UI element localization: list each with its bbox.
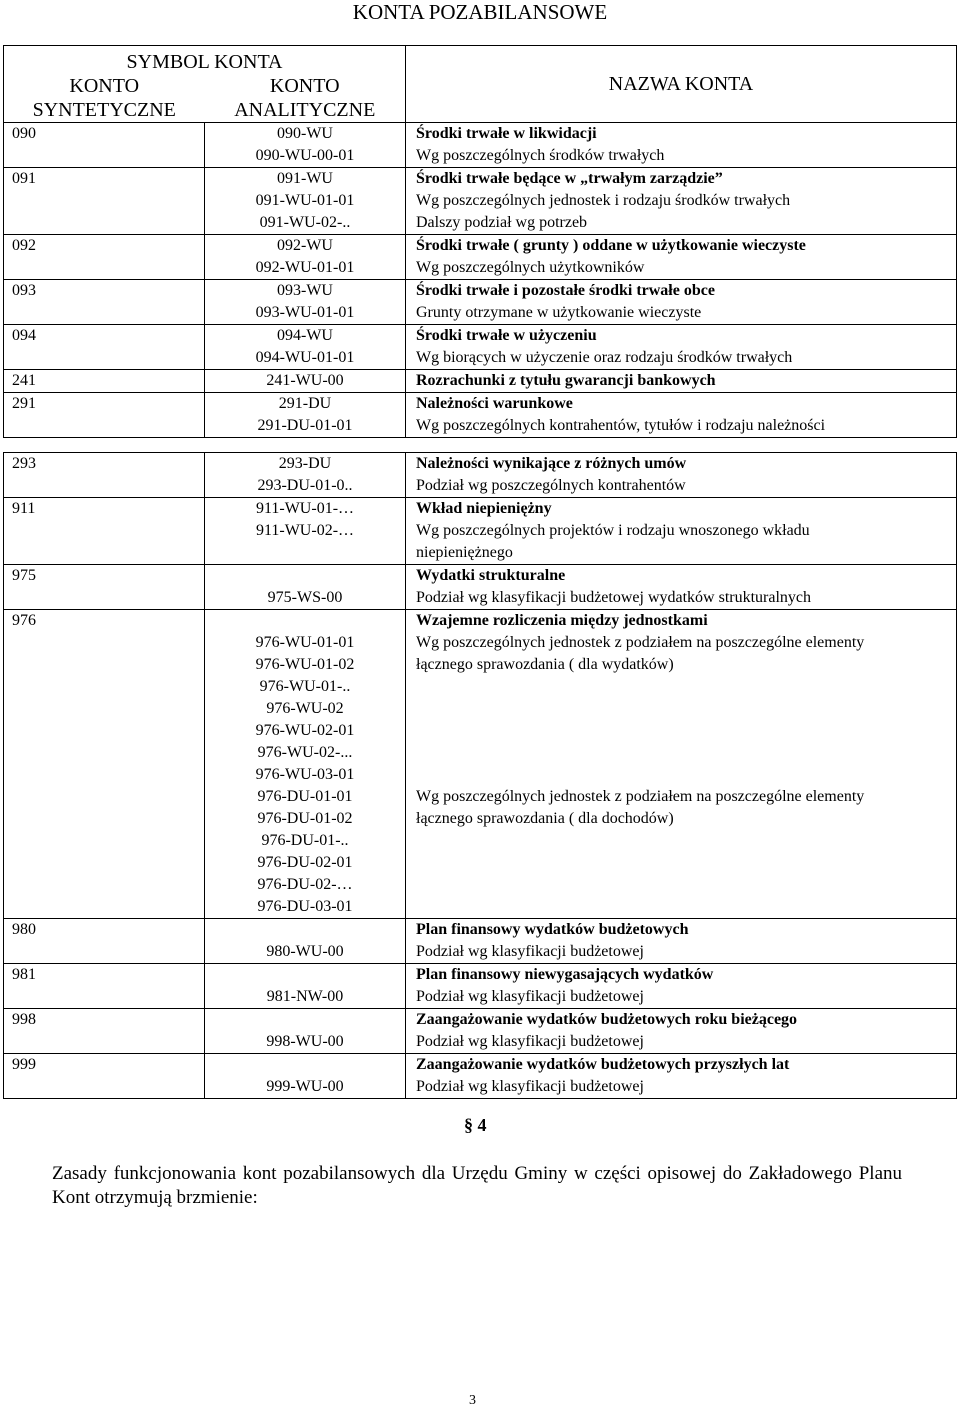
analytic-code: 291-DU xyxy=(278,395,332,412)
analytic-code xyxy=(205,1054,405,1076)
page-number: 3 xyxy=(469,1393,476,1408)
analytic-code: 911-WU-02-… xyxy=(255,522,355,539)
account-description: łącznego sprawozdania ( dla wydatków) xyxy=(416,656,674,673)
analytic-code: 976-WU-02-... xyxy=(257,744,353,761)
synthetic-code: 090 xyxy=(12,125,36,142)
account-description: Wg poszczególnych użytkowników xyxy=(416,259,645,276)
account-name: Rozrachunki z tytułu gwarancji bankowych xyxy=(416,372,716,389)
account-description: Podział wg klasyfikacji budżetowej xyxy=(416,1078,644,1095)
account-name: Środki trwałe i pozostałe środki trwałe obce xyxy=(416,282,715,299)
analytic-code: 976-WU-02-01 xyxy=(255,722,355,739)
synthetic-code: 091 xyxy=(12,170,36,187)
analytic-code: 091-WU-01-01 xyxy=(255,192,355,209)
analytic-code: 911-WU-01-… xyxy=(255,500,355,517)
section-number: § 4 xyxy=(464,1115,487,1135)
account-name: Środki trwałe będące w „trwałym zarządzie” xyxy=(416,170,723,187)
account-name: Środki trwałe ( grunty ) oddane w użytkowanie wieczyste xyxy=(416,237,806,254)
symbol-header: SYMBOL KONTA xyxy=(126,51,283,73)
account-description xyxy=(416,742,956,764)
synthetic-code: 291 xyxy=(12,395,36,412)
analytic-code xyxy=(205,565,405,587)
synthetic-code: 293 xyxy=(12,455,36,472)
accounts-table-top xyxy=(3,45,957,438)
account-description: Wg poszczególnych jednostek i rodzaju środków trwałych xyxy=(416,192,791,209)
account-description: Dalszy podział wg potrzeb xyxy=(416,214,588,231)
analytic-code: 090-WU xyxy=(277,125,333,142)
account-description: Podział wg klasyfikacji budżetowej xyxy=(416,1033,644,1050)
synthetic-code: 241 xyxy=(12,372,36,389)
analytic-code: 976-DU-03-01 xyxy=(257,898,353,915)
account-row xyxy=(4,565,957,610)
analytic-code: 094-WU-01-01 xyxy=(255,349,355,366)
name-header: NAZWA KONTA xyxy=(406,46,957,123)
analytic-code: 091-WU xyxy=(277,170,333,187)
synthetic-code: 980 xyxy=(12,921,36,938)
account-name: Środki trwałe w użyczeniu xyxy=(416,327,597,344)
account-row xyxy=(4,610,957,919)
analytic-code: 975-WS-00 xyxy=(267,589,343,606)
account-name: Należności wynikające z różnych umów xyxy=(416,455,687,472)
account-description: Wg poszczególnych środków trwałych xyxy=(416,147,665,164)
account-name: Wkład niepieniężny xyxy=(416,500,552,517)
analytic-code: 976-WU-02 xyxy=(266,700,344,717)
analytic-code: 091-WU-02-.. xyxy=(259,214,351,231)
account-description: niepieniężnego xyxy=(416,544,513,561)
synthetic-code: 999 xyxy=(12,1056,36,1073)
analytic-code: 999-WU-00 xyxy=(266,1078,344,1095)
analytic-code xyxy=(205,610,405,632)
account-row xyxy=(4,325,957,370)
account-name: Zaangażowanie wydatków budżetowych roku bieżącego xyxy=(416,1011,798,1028)
account-name: Środki trwałe w likwidacji xyxy=(416,125,597,142)
analytic-code: 093-WU xyxy=(277,282,333,299)
synthetic-code: 976 xyxy=(12,612,36,629)
synthetic-code: 911 xyxy=(12,500,36,517)
account-description: Wg biorących w użyczenie oraz rodzaju środków trwałych xyxy=(416,349,793,366)
account-description xyxy=(416,676,956,698)
account-name: Należności warunkowe xyxy=(416,395,573,412)
account-row xyxy=(4,393,957,438)
paragraph-text: Zasady funkcjonowania kont pozabilansowych dla Urzędu Gminy w części opisowej do Zakładowego Planu Kont otrzymują brzmienie: xyxy=(52,1163,902,1208)
accounts-table-bottom xyxy=(3,452,957,1099)
synthetic-header: KONTO SYNTETYCZNE xyxy=(32,75,176,121)
account-description: Grunty otrzymane w użytkowanie wieczyste xyxy=(416,304,702,321)
synthetic-code: 975 xyxy=(12,567,36,584)
account-row xyxy=(4,1054,957,1099)
analytic-code: 976-WU-01-01 xyxy=(255,634,355,651)
analytic-code: 293-DU-01-0.. xyxy=(257,477,353,494)
header-row xyxy=(4,46,957,123)
account-row xyxy=(4,370,957,393)
page-title: KONTA POZABILANSOWE xyxy=(352,0,608,24)
account-description: Wg poszczególnych jednostek z podziałem na poszczególne elementy xyxy=(416,634,865,651)
account-name: Zaangażowanie wydatków budżetowych przyszłych lat xyxy=(416,1056,790,1073)
account-row xyxy=(4,168,957,235)
account-description: Podział wg klasyfikacji budżetowej xyxy=(416,988,644,1005)
account-name: Plan finansowy niewygasających wydatków xyxy=(416,966,714,983)
account-row xyxy=(4,280,957,325)
account-row xyxy=(4,123,957,168)
account-name: Wydatki strukturalne xyxy=(416,567,566,584)
analytic-code: 291-DU-01-01 xyxy=(257,417,353,434)
analytic-code: 980-WU-00 xyxy=(266,943,344,960)
account-description xyxy=(416,764,956,786)
account-name: Wzajemne rozliczenia między jednostkami xyxy=(416,612,708,629)
account-description: Podział wg poszczególnych kontrahentów xyxy=(416,477,686,494)
account-row xyxy=(4,235,957,280)
synthetic-code: 981 xyxy=(12,966,36,983)
analytic-code: 998-WU-00 xyxy=(266,1033,344,1050)
account-description: Wg poszczególnych projektów i rodzaju wnoszonego wkładu xyxy=(416,522,810,539)
analytic-code: 976-WU-01-02 xyxy=(255,656,355,673)
analytic-code: 092-WU xyxy=(277,237,333,254)
analytic-code: 976-DU-01-01 xyxy=(257,788,353,805)
synthetic-code: 998 xyxy=(12,1011,36,1028)
analytic-code: 094-WU xyxy=(277,327,333,344)
account-description: łącznego sprawozdania ( dla dochodów) xyxy=(416,810,674,827)
account-description: Wg poszczególnych jednostek z podziałem na poszczególne elementy xyxy=(416,788,865,805)
analytic-code: 976-DU-02-… xyxy=(257,876,353,893)
analytic-code xyxy=(205,964,405,986)
analytic-code xyxy=(205,1009,405,1031)
account-description: Wg poszczególnych kontrahentów, tytułów i rodzaju należności xyxy=(416,417,826,434)
analytic-code: 976-WU-01-.. xyxy=(259,678,351,695)
account-row xyxy=(4,919,957,964)
account-row xyxy=(4,1009,957,1054)
analytic-code: 976-WU-03-01 xyxy=(255,766,355,783)
account-row xyxy=(4,498,957,565)
synthetic-code: 093 xyxy=(12,282,36,299)
analytic-code: 976-DU-01-.. xyxy=(261,832,349,849)
analytic-code: 093-WU-01-01 xyxy=(255,304,355,321)
analytic-code: 976-DU-02-01 xyxy=(257,854,353,871)
analytic-code: 092-WU-01-01 xyxy=(255,259,355,276)
account-row xyxy=(4,453,957,498)
synthetic-code: 092 xyxy=(12,237,36,254)
analytic-code: 293-DU xyxy=(278,455,332,472)
account-description: Podział wg klasyfikacji budżetowej wydatków strukturalnych xyxy=(416,589,812,606)
account-name: Plan finansowy wydatków budżetowych xyxy=(416,921,689,938)
analytic-code xyxy=(205,919,405,941)
account-description: Podział wg klasyfikacji budżetowej xyxy=(416,943,644,960)
account-description xyxy=(416,698,956,720)
analytic-header: KONTO ANALITYCZNE xyxy=(234,75,376,121)
analytic-code: 981-NW-00 xyxy=(266,988,344,1005)
analytic-code: 090-WU-00-01 xyxy=(255,147,355,164)
analytic-code: 976-DU-01-02 xyxy=(257,810,353,827)
synthetic-code: 094 xyxy=(12,327,36,344)
account-row xyxy=(4,964,957,1009)
account-description xyxy=(416,720,956,742)
analytic-code: 241-WU-00 xyxy=(266,372,344,389)
